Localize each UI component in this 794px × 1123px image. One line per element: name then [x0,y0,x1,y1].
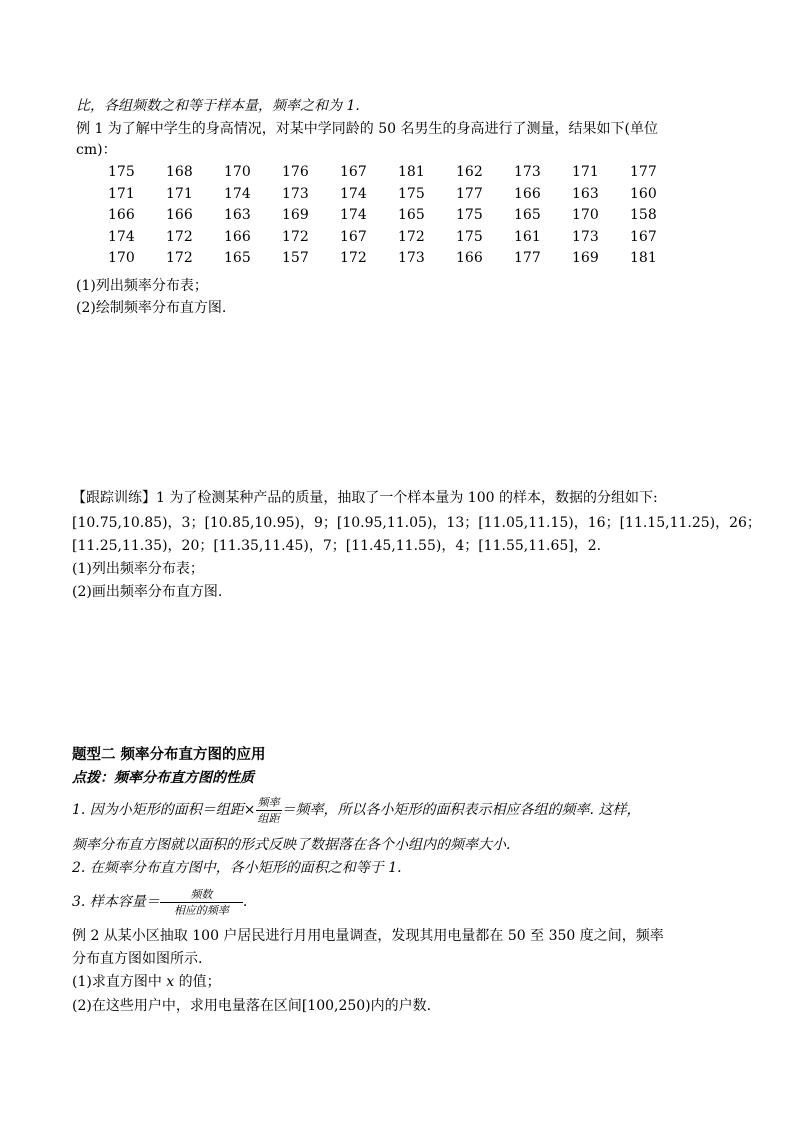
table-cell: 173 [572,228,599,245]
fraction-numerator: 频数 [190,887,213,901]
property-3-text-before: 3. 样本容量＝ [72,894,160,910]
example1-question-2: (2)绘制频率分布直方图. [76,300,227,316]
practice-text: 【跟踪训练】1 为了检测某种产品的质量，抽取了一个样本量为 100 的样本，数据的分组如下: [72,490,658,506]
table-cell: 166 [456,250,483,267]
table-cell: 163 [224,207,251,224]
table-cell: 170 [572,207,599,224]
example2-question-2: (2)在这些用户中，求用电量落在区间[100,250)内的户数. [72,998,432,1014]
table-cell: 168 [166,164,193,181]
property-3 [72,882,247,922]
table-cell: 166 [514,185,541,202]
table-cell: 172 [166,228,193,245]
table-cell: 170 [224,164,251,181]
property-3-text-after: . [242,894,248,910]
table-cell: 169 [572,250,599,267]
table-cell: 165 [514,207,541,224]
table-cell: 177 [630,164,657,181]
table-cell: 173 [282,185,309,202]
table-cell: 175 [456,228,483,245]
table-cell: 172 [398,228,425,245]
fraction-denominator: 组距 [257,811,280,825]
section2-tip-title: 点拨：频率分布直方图的性质 [72,770,254,786]
table-cell: 175 [108,164,135,181]
example2-q1-after: 的值； [174,974,221,990]
practice-question-1: (1)列出频率分布表； [72,561,204,577]
table-cell: 169 [282,207,309,224]
table-cell: 166 [166,207,193,224]
table-cell: 161 [514,228,541,245]
table-cell: 166 [224,228,251,245]
table-cell: 157 [282,250,309,267]
table-cell: 175 [456,207,483,224]
example1-text: 例 1 为了解中学生的身高情况，对某中学同龄的 50 名男生的身高进行了测量，结果如下(单位 [76,121,658,137]
table-cell: 165 [224,250,251,267]
variable-x: x [166,974,175,990]
practice-groups-line-1: [10.75,10.85)，3；[10.85,10.95)，9；[10.95,11.05)，13；[11.05,11.15)，16；[11.15,11.25)，26； [72,515,761,531]
table-cell: 166 [108,207,135,224]
table-cell: 172 [166,250,193,267]
table-cell: 167 [340,228,367,245]
table-cell: 162 [456,164,483,181]
table-cell: 171 [108,185,135,202]
property-1-text-before: 1. 因为小矩形的面积＝组距× [72,802,256,818]
property-2: 2. 在频率分布直方图中，各小矩形的面积之和等于 1. [72,860,402,876]
table-row [100,184,680,206]
table-cell: 158 [630,207,657,224]
table-cell: 172 [282,228,309,245]
table-cell: 160 [630,185,657,202]
table-cell: 172 [340,250,367,267]
table-cell: 165 [398,207,425,224]
table-cell: 174 [224,185,251,202]
section2-title: 题型二 频率分布直方图的应用 [72,746,266,763]
table-row [100,248,680,270]
table-cell: 167 [340,164,367,181]
table-cell: 177 [514,250,541,267]
height-data-table [100,162,680,270]
table-cell: 181 [630,250,657,267]
fraction-count-over-frequency [160,887,243,918]
table-cell: 174 [340,185,367,202]
example1-unit: cm)： [76,142,117,158]
table-cell: 175 [398,185,425,202]
table-cell: 177 [456,185,483,202]
practice-question-2: (2)画出频率分布直方图. [72,584,223,600]
table-cell: 174 [340,207,367,224]
example2-text: 例 2 从某小区抽取 100 户居民进行月用电量调查，发现其用电量都在 50 至 350 度之间，频率 [72,928,664,944]
fraction-numerator: 频率 [257,795,280,809]
property-1 [72,790,640,830]
example2-text-line-2: 分布直方图如图所示. [72,951,203,967]
intro-line: 比，各组频数之和等于样本量，频率之和为 1. [76,98,360,114]
example2-question-1 [72,972,221,992]
table-cell: 167 [630,228,657,245]
property-1-text-after: ＝频率，所以各小矩形的面积表示相应各组的频率. 这样， [281,802,641,818]
table-row [100,162,680,184]
example2-q1-before: (1)求直方图中 [72,974,167,990]
table-cell: 181 [398,164,425,181]
fraction-frequency-over-width [256,795,282,826]
fraction-denominator: 相应的频率 [160,902,243,918]
table-row [100,205,680,227]
table-cell: 173 [398,250,425,267]
table-row [100,227,680,249]
table-cell: 171 [572,164,599,181]
table-cell: 163 [572,185,599,202]
table-cell: 174 [108,228,135,245]
table-cell: 170 [108,250,135,267]
property-1-line-2: 频率分布直方图就以面积的形式反映了数据落在各个小组内的频率大小. [72,837,511,853]
table-cell: 173 [514,164,541,181]
practice-groups-line-2: [11.25,11.35)，20；[11.35,11.45)，7；[11.45,11.55)，4；[11.55,11.65]，2. [72,538,602,554]
table-cell: 176 [282,164,309,181]
table-cell: 171 [166,185,193,202]
example1-question-1: (1)列出频率分布表； [76,278,208,294]
